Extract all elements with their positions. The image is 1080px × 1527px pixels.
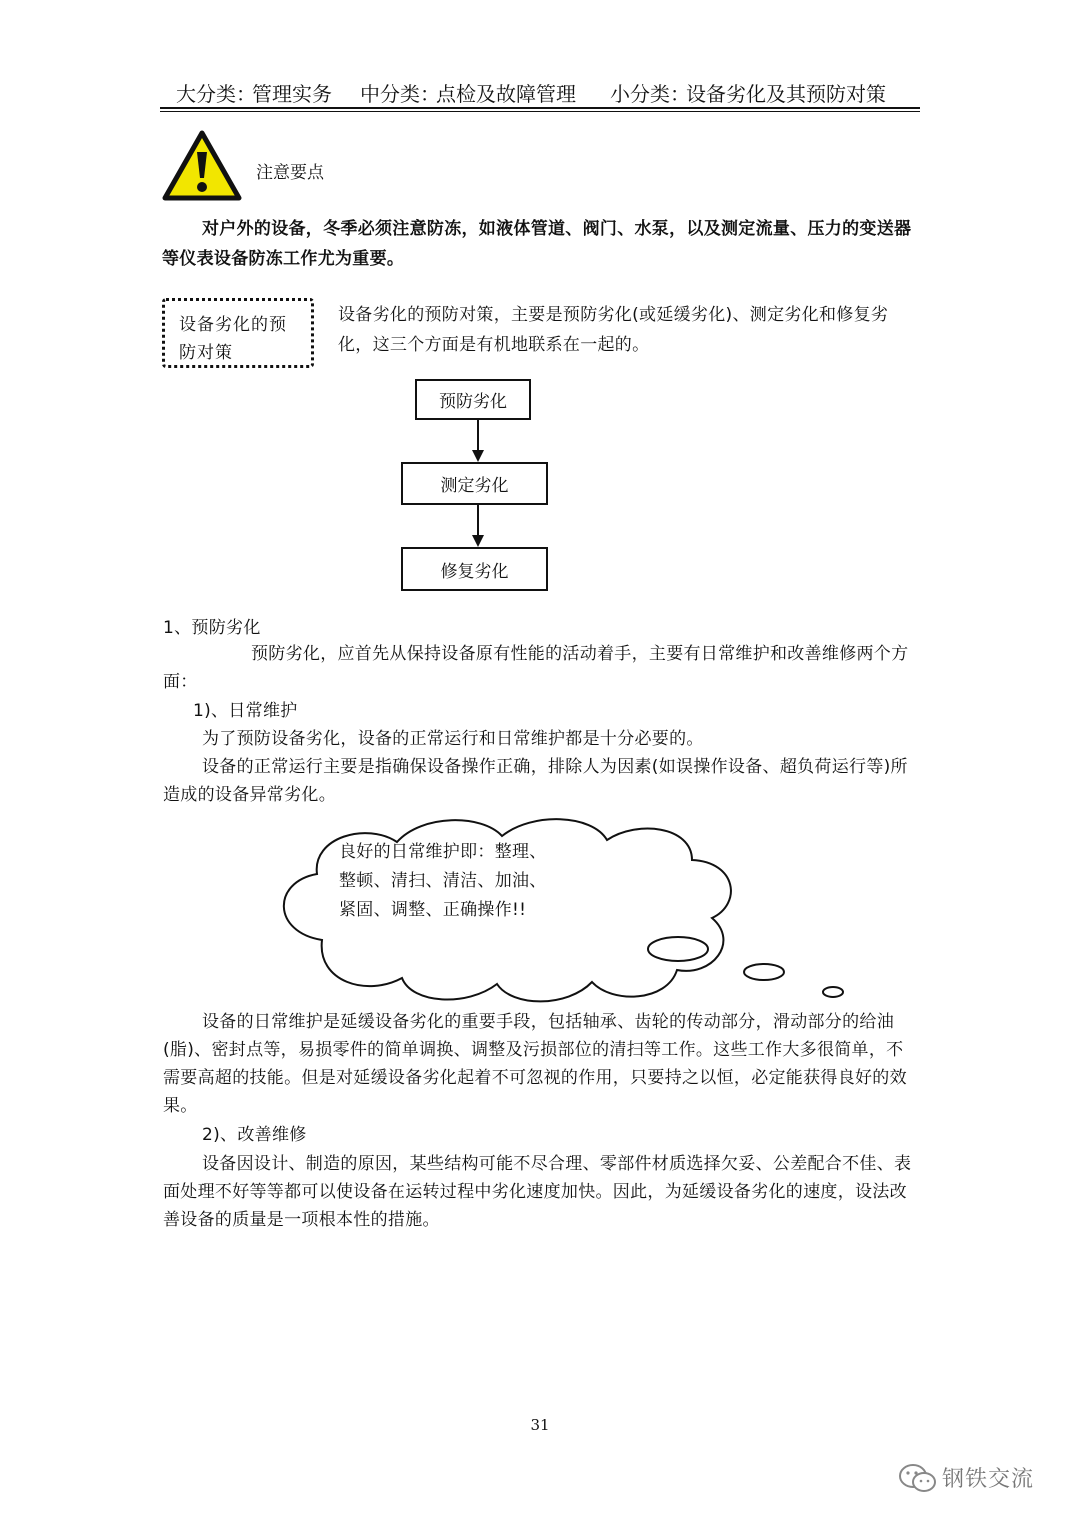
section-1-paragraph: 预防劣化，应首先从保持设备原有性能的活动着手，主要有日常维护和改善维修两个方面：	[163, 644, 909, 692]
cloud-line-2: 整顿、清扫、清洁、加油、	[339, 871, 547, 891]
header-minor-value: 设备劣化及其预防对策	[686, 82, 886, 106]
sidebox-label	[162, 298, 314, 368]
subsection-1-paragraph-2: 设备的正常运行主要是指确保设备操作正确，排除人为因素(如误操作设备、超负荷运行等)所造成的设备异常劣化。	[163, 757, 908, 805]
cloud-line-1: 良好的日常维护即：整理、	[339, 842, 547, 862]
header-middle-label: 中分类：	[360, 82, 440, 106]
header	[160, 76, 920, 106]
flow-arrow-2	[470, 505, 486, 547]
notice-title: 注意要点	[256, 163, 324, 183]
wechat-icon	[898, 1462, 938, 1496]
intro-paragraph: 设备劣化的预防对策，主要是预防劣化(或延缓劣化)、测定劣化和修复劣化，这三个方面是有机地联系在一起的。	[338, 305, 889, 355]
flow-step-repair: 修复劣化	[401, 547, 548, 591]
flow-step-prevent: 预防劣化	[415, 379, 531, 420]
page-number: 31	[530, 1416, 550, 1434]
sidebox-line-1: 设备劣化的预	[179, 315, 287, 335]
header-middle-value: 点检及故障管理	[436, 82, 576, 106]
warning-triangle-icon	[162, 130, 242, 202]
header-minor-label: 小分类：	[610, 82, 690, 106]
header-major-value: 管理实务	[252, 82, 332, 106]
section-1-heading: 1、预防劣化	[163, 618, 261, 638]
subsection-1-paragraph-3: 设备的日常维护是延缓设备劣化的重要手段，包括轴承、齿轮的传动部分，滑动部分的给油(脂)、密封点等，易损零件的简单调换、调整及污损部位的清扫等工作。这些工作大多很简单，不需要高超的技能。但是对延缓设备劣化起着不可忽视的作用，只要持之以恒，必定能获得良好的效果。	[163, 1012, 907, 1116]
subsection-1-paragraph-1: 为了预防设备劣化，设备的正常运行和日常维护都是十分必要的。	[202, 729, 704, 749]
sidebox-line-2: 防对策	[179, 343, 233, 363]
watermark-text: 钢铁交流	[942, 1467, 1035, 1492]
thought-cloud-text	[339, 838, 569, 925]
subsection-2-heading: 2)、改善维修	[202, 1125, 307, 1145]
notice-body: 对户外的设备，冬季必须注意防冻，如液体管道、阀门、水泵，以及测定流量、压力的变送器等仪表设备防冻工作尤为重要。	[162, 219, 912, 269]
header-major-label: 大分类：	[176, 82, 256, 106]
cloud-line-3: 紧固、调整、正确操作!!	[339, 900, 527, 920]
subsection-1-heading: 1)、日常维护	[193, 701, 298, 721]
flow-arrow-1	[470, 420, 486, 462]
flow-step-measure: 测定劣化	[401, 462, 548, 505]
header-rule	[160, 107, 920, 109]
subsection-2-paragraph: 设备因设计、制造的原因，某些结构可能不尽合理、零部件材质选择欠妥、公差配合不佳、表面处理不好等等都可以使设备在运转过程中劣化速度加快。因此，为延缓设备劣化的速度，设法改善设备的质量是一项根本性的措施。	[163, 1154, 912, 1230]
header-rule-thin	[160, 111, 920, 112]
